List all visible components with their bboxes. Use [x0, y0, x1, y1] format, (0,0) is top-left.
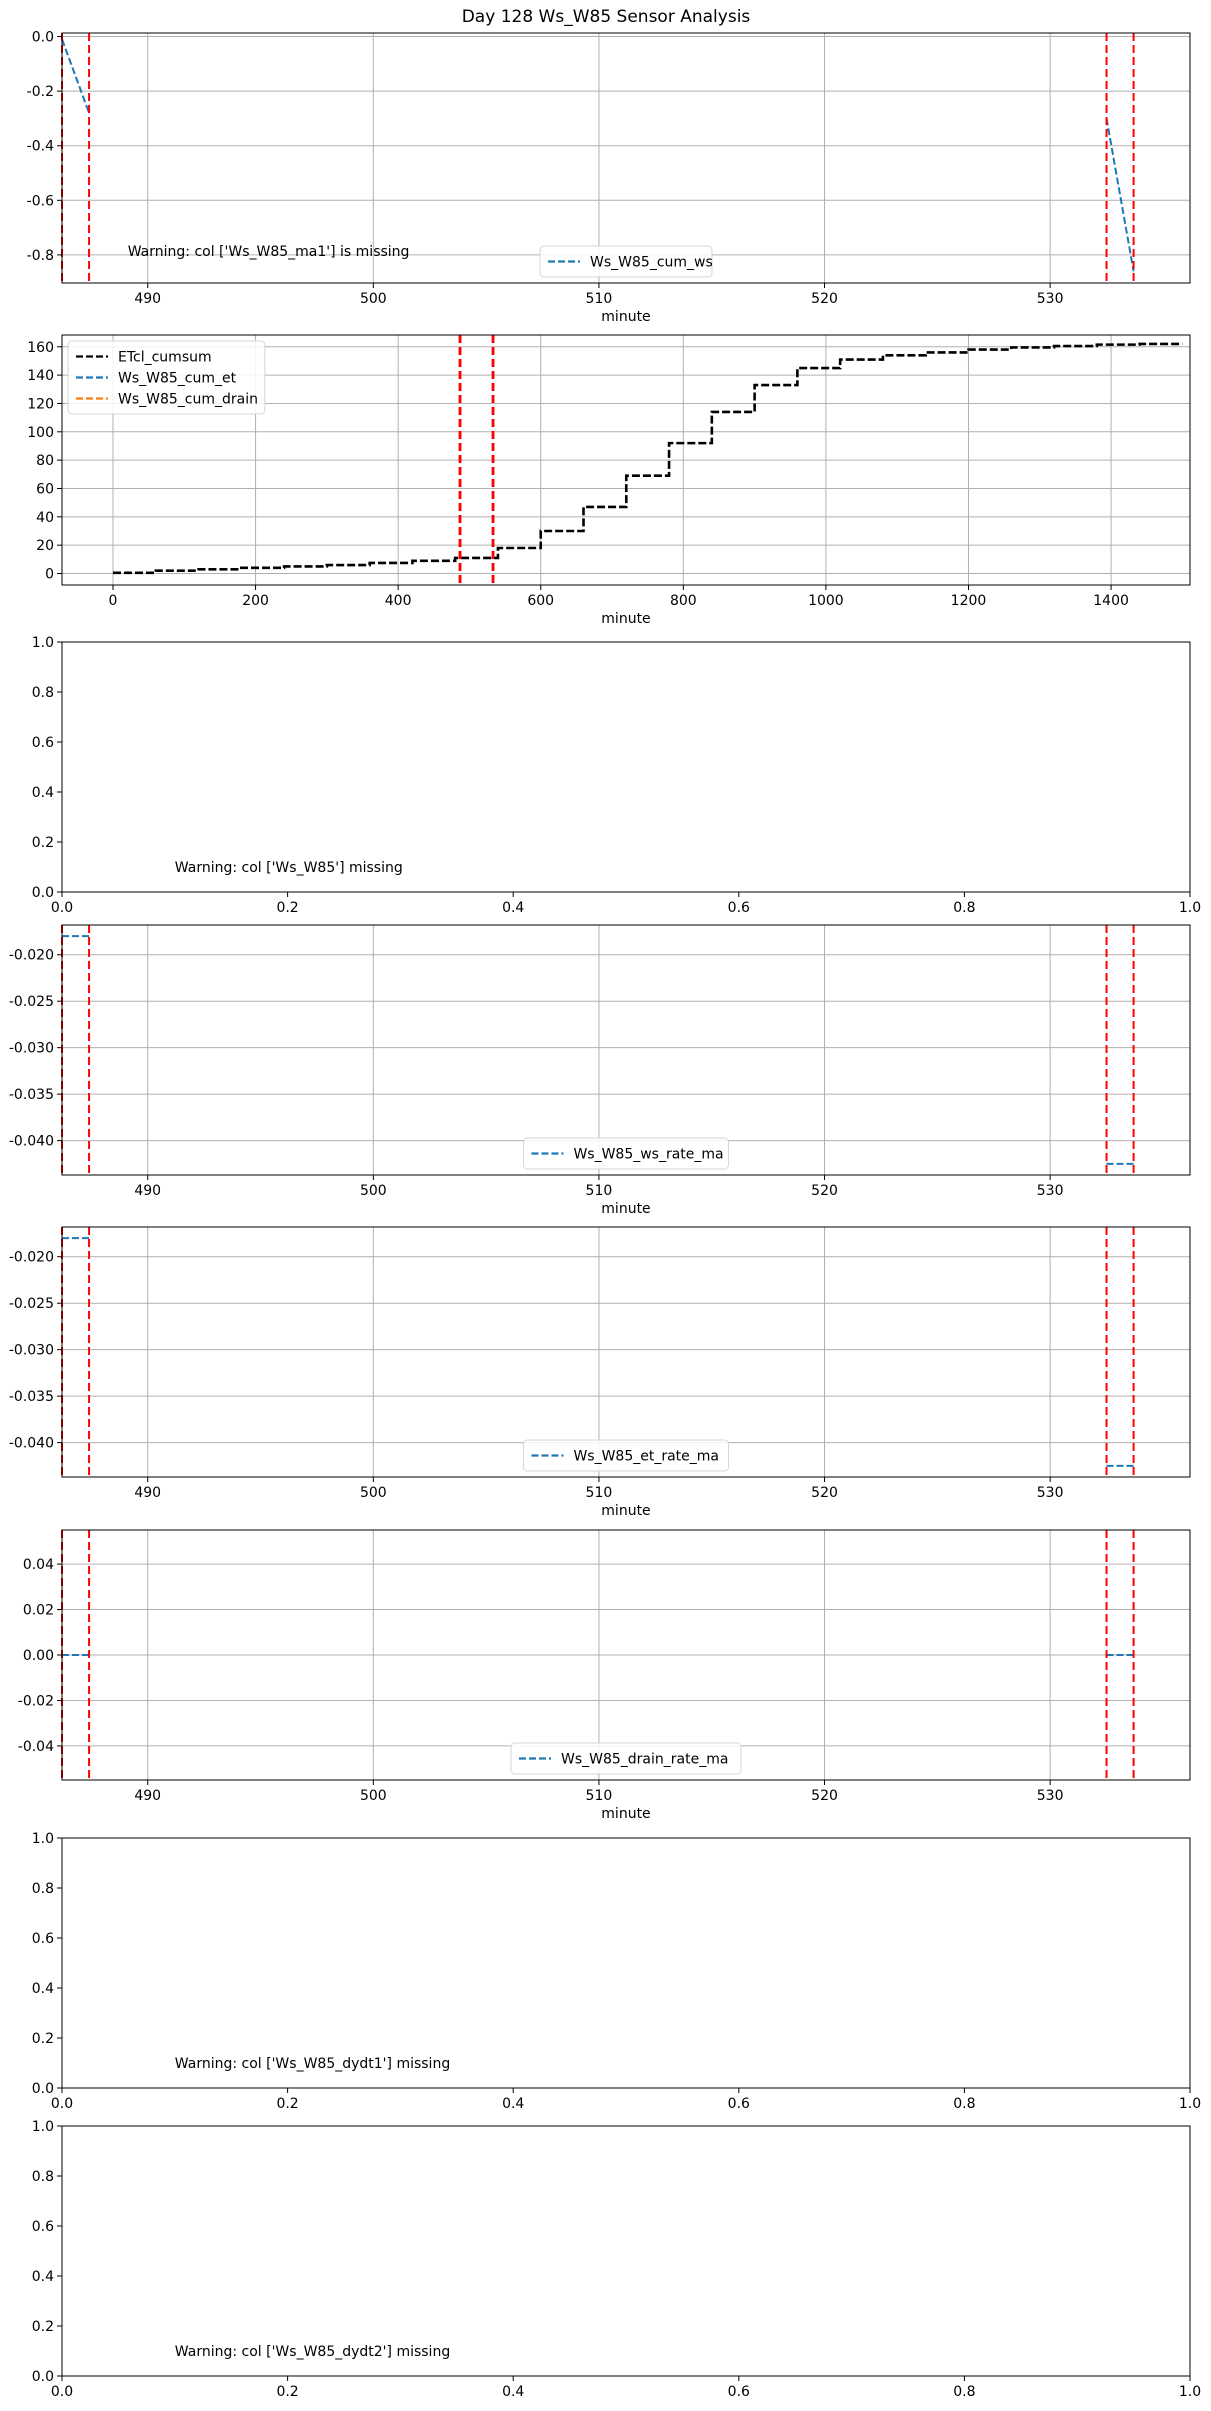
x-tick-label: 1400 — [1093, 593, 1129, 609]
x-tick-label: 520 — [811, 1183, 838, 1199]
y-tick-label: 0.6 — [31, 735, 54, 751]
x-tick-label: 530 — [1036, 1485, 1064, 1501]
x-tick-label: 200 — [242, 593, 269, 609]
x-tick-label: 1.0 — [1178, 2096, 1202, 2112]
y-tick-label: 120 — [27, 396, 54, 413]
x-tick-label: 0.4 — [502, 900, 525, 916]
legend — [511, 1743, 741, 1774]
x-axis-label: minute — [601, 309, 651, 325]
x-tick-label: 510 — [585, 1183, 613, 1199]
y-tick-label: 140 — [27, 368, 54, 385]
x-axis-label: minute — [601, 1503, 651, 1519]
legend — [68, 341, 265, 414]
legend — [523, 1440, 728, 1471]
x-tick-label: 520 — [811, 1485, 838, 1501]
x-tick-label: 0.6 — [727, 2384, 750, 2400]
y-tick-label: 0.8 — [31, 2169, 54, 2185]
x-tick-label: 490 — [134, 291, 162, 307]
y-tick-label: 0.0 — [31, 2369, 54, 2385]
x-tick-label: 0.4 — [502, 2384, 525, 2400]
x-axis-label: minute — [601, 611, 651, 627]
y-tick-label: 0.0 — [31, 885, 54, 901]
legend-label: Ws_W85_drain_rate_ma — [561, 1751, 729, 1768]
y-tick-label: 0.8 — [31, 1881, 54, 1897]
y-tick-label: -0.030 — [8, 1342, 54, 1359]
y-tick-label: 60 — [36, 481, 54, 498]
x-tick-label: 0.0 — [50, 2384, 74, 2400]
x-tick-label: 1000 — [808, 593, 844, 609]
y-tick-label: -0.2 — [26, 84, 54, 101]
legend-label: ETcl_cumsum — [118, 349, 212, 366]
x-tick-label: 400 — [384, 593, 412, 609]
x-tick-label: 0.8 — [953, 2384, 976, 2400]
x-tick-label: 1.0 — [1178, 2384, 1202, 2400]
y-tick-label: 0.8 — [31, 685, 54, 701]
y-tick-label: 0.00 — [22, 1648, 54, 1664]
x-tick-label: 520 — [811, 291, 838, 307]
y-tick-label: 0 — [45, 566, 54, 583]
x-tick-label: 490 — [134, 1788, 162, 1804]
y-tick-label: 1.0 — [31, 1831, 54, 1847]
x-tick-label: 0.2 — [276, 900, 299, 916]
x-tick-label: 500 — [359, 1183, 387, 1199]
warning-annotation: Warning: col ['Ws_W85_dydt1'] missing — [174, 2056, 451, 2072]
x-tick-label: 510 — [585, 291, 613, 307]
y-tick-label: -0.04 — [17, 1738, 54, 1755]
y-tick-label: 1.0 — [31, 2119, 54, 2135]
y-tick-label: -0.035 — [8, 1389, 54, 1406]
y-tick-label: 0.4 — [31, 1981, 54, 1997]
x-tick-label: 500 — [359, 291, 387, 307]
y-tick-label: -0.030 — [8, 1040, 54, 1057]
y-tick-label: -0.020 — [8, 1249, 54, 1266]
x-tick-label: 0.2 — [276, 2096, 299, 2112]
y-tick-label: -0.020 — [8, 947, 54, 964]
y-tick-label: -0.035 — [8, 1087, 54, 1104]
y-tick-label: 0.2 — [31, 2031, 54, 2047]
y-tick-label: 0.6 — [31, 1931, 54, 1947]
y-tick-label: -0.02 — [17, 1693, 54, 1710]
y-tick-label: 0.4 — [31, 785, 54, 801]
x-tick-label: 530 — [1036, 1788, 1064, 1804]
y-tick-label: 40 — [36, 509, 54, 526]
legend — [523, 1138, 728, 1169]
x-tick-label: 0.8 — [953, 2096, 976, 2112]
x-tick-label: 530 — [1036, 1183, 1064, 1199]
x-tick-label: 530 — [1036, 291, 1064, 307]
x-tick-label: 0.4 — [502, 2096, 525, 2112]
legend-label: Ws_W85_et_rate_ma — [573, 1448, 720, 1465]
x-tick-label: 510 — [585, 1485, 613, 1501]
y-tick-label: 0.0 — [31, 2081, 54, 2097]
y-tick-label: 0.2 — [31, 835, 54, 851]
x-tick-label: 0.8 — [953, 900, 976, 916]
y-tick-label: -0.025 — [8, 1296, 54, 1313]
legend-label: Ws_W85_cum_ws — [590, 254, 713, 271]
y-tick-label: 20 — [36, 538, 54, 555]
x-tick-label: 0.6 — [727, 900, 750, 916]
x-tick-label: 0.6 — [727, 2096, 750, 2112]
warning-annotation: Warning: col ['Ws_W85_ma1'] is missing — [127, 243, 410, 260]
legend-label: Ws_W85_cum_et — [118, 370, 237, 387]
x-tick-label: 510 — [585, 1788, 613, 1804]
y-tick-label: 0.2 — [31, 2319, 54, 2335]
x-tick-label: 490 — [134, 1485, 162, 1501]
y-tick-label: -0.040 — [8, 1133, 54, 1150]
x-tick-label: 600 — [527, 593, 555, 609]
y-tick-label: -0.025 — [8, 994, 54, 1011]
y-tick-label: -0.040 — [8, 1435, 54, 1452]
legend-label: Ws_W85_ws_rate_ma — [573, 1146, 724, 1163]
y-tick-label: 160 — [27, 339, 54, 356]
x-tick-label: 0.0 — [50, 2096, 74, 2112]
y-tick-label: 0.0 — [31, 29, 54, 46]
x-tick-label: 500 — [359, 1788, 387, 1804]
y-tick-label: 100 — [27, 424, 54, 441]
x-tick-label: 0.2 — [276, 2384, 299, 2400]
y-tick-label: 1.0 — [31, 635, 54, 651]
legend — [540, 246, 713, 277]
x-tick-label: 800 — [669, 593, 697, 609]
y-tick-label: 0.02 — [22, 1602, 54, 1619]
x-axis-label: minute — [601, 1201, 651, 1217]
x-tick-label: 1200 — [950, 593, 987, 609]
y-tick-label: 0.6 — [31, 2219, 54, 2235]
x-tick-label: 1.0 — [1178, 900, 1202, 916]
warning-annotation: Warning: col ['Ws_W85'] missing — [174, 860, 403, 876]
y-tick-label: -0.6 — [26, 193, 54, 210]
x-tick-label: 500 — [359, 1485, 387, 1501]
y-tick-label: 0.04 — [22, 1557, 54, 1574]
warning-annotation: Warning: col ['Ws_W85_dydt2'] missing — [174, 2344, 451, 2360]
x-tick-label: 490 — [134, 1183, 162, 1199]
x-axis-label: minute — [601, 1806, 651, 1822]
y-tick-label: -0.8 — [26, 247, 54, 264]
x-tick-label: 520 — [811, 1788, 838, 1804]
figure-title: Day 128 Ws_W85 Sensor Analysis — [461, 7, 751, 27]
x-tick-label: 0 — [108, 593, 118, 609]
y-tick-label: 80 — [36, 453, 54, 470]
x-tick-label: 0.0 — [50, 900, 74, 916]
y-tick-label: 0.4 — [31, 2269, 54, 2285]
y-tick-label: -0.4 — [26, 138, 54, 155]
legend-label: Ws_W85_cum_drain — [118, 391, 258, 408]
